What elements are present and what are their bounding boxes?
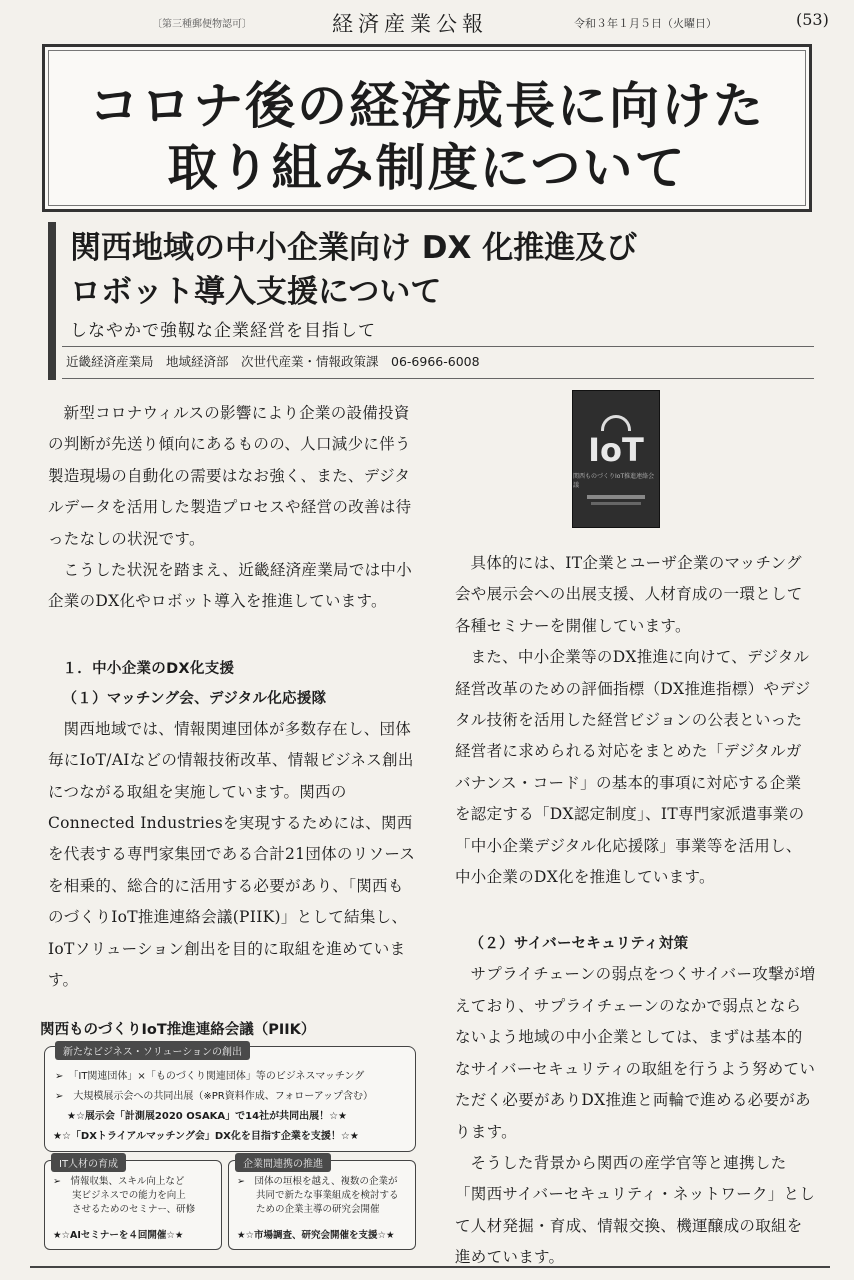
headline-line-1: コロナ後の経済成長に向けた <box>89 77 765 135</box>
divider <box>62 346 814 347</box>
page-bottom-rule <box>30 1266 830 1268</box>
postal-permit: 〔第三種郵便物認可〕 <box>152 19 252 30</box>
subsection-heading: （１）マッチング会、デジタル化応援隊 <box>62 690 327 707</box>
piik-collab-highlight: ★☆市場調査、研究会開催を支援☆★ <box>237 1230 395 1241</box>
piik-main-tag: 新たなビジネス・ソリューションの創出 <box>55 1041 250 1060</box>
divider <box>62 378 814 379</box>
paragraph: こうした状況を踏まえ、近畿経済産業局では中小企業のDX化やロボット導入を推進しています。 <box>48 561 413 611</box>
piik-item: ➢ 「IT関連団体」×「ものづくり関連団体」等のビジネスマッチング <box>55 1071 365 1082</box>
spacer <box>455 893 817 929</box>
piik-hr-text: ➢ 情報収集、スキル向上など 実ビジネスでの能力を向上 させるためのセミナー、研修 <box>53 1176 196 1215</box>
headline-line-2: 取り組み制度について <box>167 139 687 197</box>
title-accent-bar <box>48 222 56 380</box>
newspaper-name: 経済産業公報 <box>332 12 488 36</box>
piik-hr-highlight: ★☆AIセミナーを４回開催☆★ <box>53 1230 184 1241</box>
article-title <box>70 226 637 314</box>
piik-highlight: ★☆展示会「計測展2020 OSAKA」で14社が共同出展！☆★ <box>67 1111 348 1122</box>
piik-collab-box <box>228 1160 416 1250</box>
iot-logo-text: IoT <box>588 431 644 469</box>
piik-collab-tag: 企業間連携の推進 <box>235 1153 331 1172</box>
logo-decoration <box>587 495 645 499</box>
piik-main-box <box>44 1046 416 1152</box>
article-subtitle: しなやかで強靱な企業経営を目指して <box>70 321 376 341</box>
paragraph: 関西地域では、情報関連団体が多数存在し、団体毎にIoT/AIなどの情報技術改革、情報ビジネス創出につながる取組を実施しています。関西のConnected Industriesを実現するためには、関西を代表する専門家集団である合計21団体のリソースを相乗的、総合的に活用する必要があり、「関西ものづくりIoT推進連絡会議(PIIK)」として結集し、IoTソリューション創出を目的に取組を進めています。 <box>48 719 416 990</box>
page-number: (53) <box>796 10 829 29</box>
spacer <box>48 618 416 654</box>
paragraph: そうした背景から関西の産学官等と連携した「関西サイバーセキュリティ・ネットワーク」として人材発掘・育成、情報交換、機運醸成の取組を進めています。 <box>455 1153 816 1267</box>
issue-date: 令和３年１月５日（火曜日） <box>574 17 717 30</box>
piik-item: ➢ 大規模展示会への共同出展（※PR資料作成、フォローアップ含む） <box>55 1091 374 1102</box>
article-title-line-2: ロボット導入支援について <box>70 274 442 310</box>
piik-hr-box <box>44 1160 222 1250</box>
subsection-heading: （２）サイバーセキュリティ対策 <box>469 936 689 953</box>
article-title-line-1: 関西地域の中小企業向け DX 化推進及び <box>70 230 638 266</box>
paragraph: サプライチェーンの弱点をつくサイバー攻撃が増えており、サプライチェーンのなかで弱点とならないよう地域の中小企業としては、まずは基本的なサイバーセキュリティの取組を行うよう努めていただく必要がありDX推進と両輪で進める必要があります。 <box>455 965 816 1141</box>
iot-logo-caption: 関西ものづくりIoT推進連絡会議 <box>573 473 655 489</box>
piik-diagram-title: 関西ものづくりIoT推進連絡会議（PIIK） <box>40 1022 316 1038</box>
piik-highlight: ★☆「DXトライアルマッチング会」DX化を目指す企業を支援！☆★ <box>53 1131 359 1142</box>
wifi-icon <box>601 415 631 431</box>
piik-hr-tag: IT人材の育成 <box>51 1153 126 1172</box>
headline-box <box>42 44 812 212</box>
left-column <box>48 398 416 997</box>
paragraph: 具体的には、IT企業とユーザ企業のマッチング会や展示会への出展支援、人材育成の一環として各種セミナーを開催しています。 <box>455 554 803 635</box>
paragraph: また、中小企業等のDX推進に向けて、デジタル経営改革のための評価指標（DX推進指標）やデジタル技術を活用した経営ビジョンの公表といった経営者に求められる対応をまとめた「デジタルガバナンス・コード」の基本的事項に対応する企業を認定する「DX認定制度」、IT専門家派遣事業の「中小企業デジタル化応援隊」事業等を活用し、中小企業のDX化を推進しています。 <box>455 648 811 887</box>
iot-logo-image <box>572 390 660 528</box>
logo-decoration <box>591 502 641 505</box>
paragraph: 新型コロナウィルスの影響により企業の設備投資の判断が先送り傾向にあるものの、人口減少に伴う製造現場の自動化の需要はなお強く、また、デジタルデータを活用した製造プロセスや経営の改善は待ったなしの状況です。 <box>48 404 412 548</box>
article-author: 近畿経済産業局 地域経済部 次世代産業・情報政策課 06-6966-6008 <box>66 354 480 369</box>
right-column <box>455 548 817 1274</box>
section-heading: １．中小企業のDX化支援 <box>62 660 235 677</box>
newspaper-header <box>0 8 854 36</box>
piik-collab-text: ➢ 団体の垣根を越え、複数の企業が 共同で新たな事業組成を検討する ための企業主導の研究会開催 <box>237 1176 399 1215</box>
